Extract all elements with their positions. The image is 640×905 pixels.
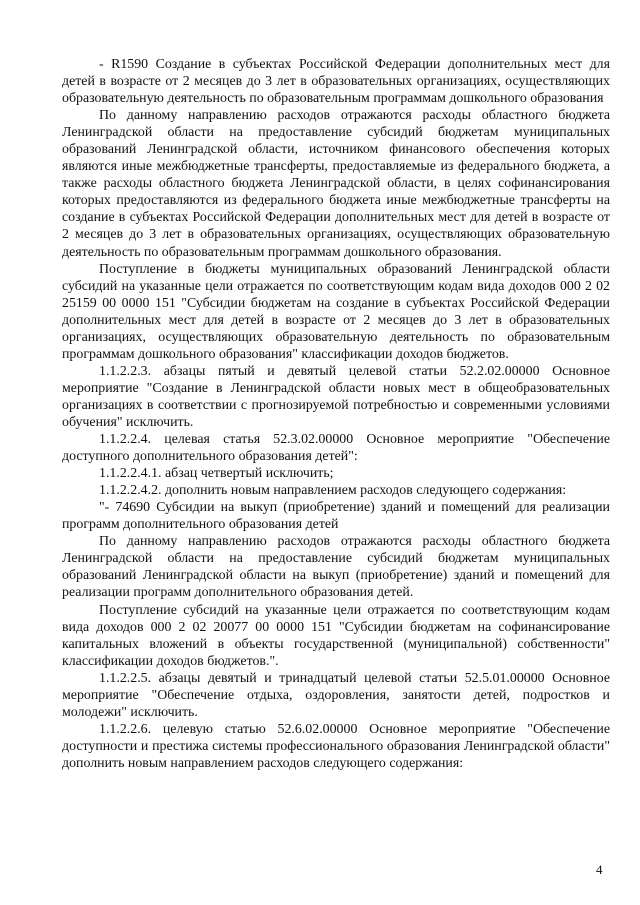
- paragraph-r1590-heading: - R1590 Создание в субъектах Российской Федерации дополнительных мест для детей в возрасте от 2 месяцев до 3 лет в образовательных организациях, осуществляющих образовательную деятельность по образовательным программам дошкольного образования: [62, 57, 610, 107]
- document-body: [62, 56, 610, 772]
- paragraph-r1590-description: По данному направлению расходов отражаются расходы областного бюджета Ленинградской области на предоставление субсидий бюджетам муниципальных образований Ленинградской области, источником финансового обеспечения которых являются иные межбюджетные трансферты, предоставляемые из федерального бюджета, а также расходы областного бюджета Ленинградской области, в целях софинансирования которых предоставляются из федерального бюджета иные межбюджетные трансферты на создание в субъектах Российской Федерации дополнительных мест для детей в возрасте от 2 месяцев до 3 лет в образовательных организациях, осуществляющих образовательную деятельность по образовательным программам дошкольного образования.: [62, 108, 610, 260]
- paragraph-74690-description: По данному направлению расходов отражаются расходы областного бюджета Ленинградской области на предоставление субсидий бюджетам муниципальных образований Ленинградской области на выкуп (приобретение) зданий и помещений для реализации программ дополнительного образования детей.: [62, 534, 610, 601]
- paragraph-74690-income-code: Поступление субсидий на указанные цели отражается по соответствующим кодам вида доходов 000 2 02 20077 00 0000 151 "Субсидии бюджетам на софинансирование капитальных вложений в объекты государственной (муниципальной) собственности" классификации доходов бюджетов.".: [62, 602, 610, 669]
- page-number: 4: [596, 862, 603, 877]
- paragraph-1-1-2-2-4: 1.1.2.2.4. целевая статья 52.3.02.00000 Основное мероприятие "Обеспечение доступного дополнительного образования детей":: [62, 432, 610, 465]
- paragraph-1-1-2-2-6: 1.1.2.2.6. целевую статью 52.6.02.00000 Основное мероприятие "Обеспечение доступности и престижа системы профессионального образования Ленинградской области" дополнить новым направлением расходов следующего содержания:: [62, 721, 610, 771]
- paragraph-1-1-2-2-5: 1.1.2.2.5. абзацы девятый и тринадцатый целевой статьи 52.5.01.00000 Основное мероприятие "Обеспечение отдыха, оздоровления, занятости детей, подростков и молодежи" исключить.: [62, 670, 610, 720]
- paragraph-74690-heading: "- 74690 Субсидии на выкуп (приобретение) зданий и помещений для реализации программ дополнительного образования детей: [62, 500, 610, 533]
- paragraph-1-1-2-2-4-1: 1.1.2.2.4.1. абзац четвертый исключить;: [99, 466, 334, 482]
- paragraph-r1590-income-code: Поступление в бюджеты муниципальных образований Ленинградской области субсидий на указанные цели отражается по соответствующим кодам вида доходов 000 2 02 25159 00 0000 151 "Субсидии бюджетам на создание в субъектах Российской Федерации дополнительных мест для детей в возрасте от 2 месяцев до 3 лет в образовательных организациях, осуществляющих образовательную деятельность по образовательным программам дошкольного образования" классификации доходов бюджетов.: [62, 261, 610, 362]
- paragraph-1-1-2-2-4-2: 1.1.2.2.4.2. дополнить новым направлением расходов следующего содержания:: [99, 483, 567, 499]
- paragraph-1-1-2-2-3: 1.1.2.2.3. абзацы пятый и девятый целевой статьи 52.2.02.00000 Основное мероприятие "Создание в Ленинградской области новых мест в общеобразовательных организациях в соответствии с прогнозируемой потребностью и современными условиями обучения" исключить.: [62, 363, 610, 430]
